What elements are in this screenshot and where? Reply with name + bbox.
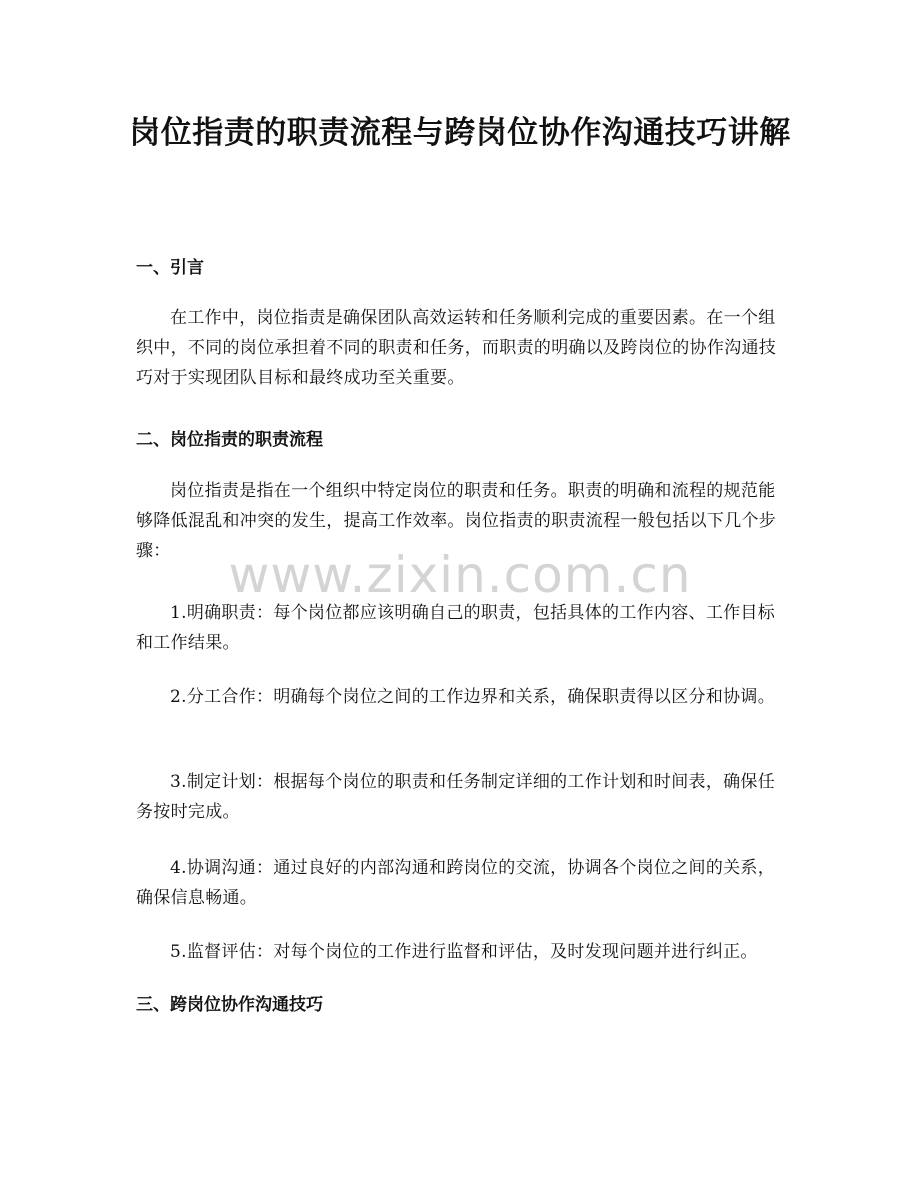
- section-heading-duty-process: 二、岗位指责的职责流程: [136, 430, 323, 450]
- list-item-step-3: 3.制定计划：根据每个岗位的职责和任务制定详细的工作计划和时间表，确保任务按时完成。: [136, 772, 776, 822]
- list-item-step-1: 1.明确职责：每个岗位都应该明确自己的职责，包括具体的工作内容、工作目标和工作结果。: [136, 603, 776, 653]
- document-title: 岗位指责的职责流程与跨岗位协作沟通技巧讲解: [129, 115, 791, 151]
- list-item-step-4: 4.协调沟通：通过良好的内部沟通和跨岗位的交流，协调各个岗位之间的关系，确保信息畅通。: [136, 858, 776, 908]
- list-item-step-2: 2.分工合作：明确每个岗位之间的工作边界和关系，确保职责得以区分和协调。: [170, 687, 776, 707]
- paragraph-introduction: 在工作中，岗位指责是确保团队高效运转和任务顺利完成的重要因素。在一个组织中，不同的岗位承担着不同的职责和任务，而职责的明确以及跨岗位的协作沟通技巧对于实现团队目标和最终成功至关重要。: [136, 308, 777, 388]
- section-heading-collaboration: 三、跨岗位协作沟通技巧: [136, 995, 323, 1015]
- list-item-step-5: 5.监督评估：对每个岗位的工作进行监督和评估，及时发现问题并进行纠正。: [170, 942, 758, 962]
- paragraph-duty-process-intro: 岗位指责是指在一个组织中特定岗位的职责和任务。职责的明确和流程的规范能够降低混乱和冲突的发生，提高工作效率。岗位指责的职责流程一般包括以下几个步骤：: [136, 481, 777, 561]
- section-heading-introduction: 一、引言: [136, 258, 204, 278]
- watermark: www.zixin.com.cn: [228, 546, 692, 604]
